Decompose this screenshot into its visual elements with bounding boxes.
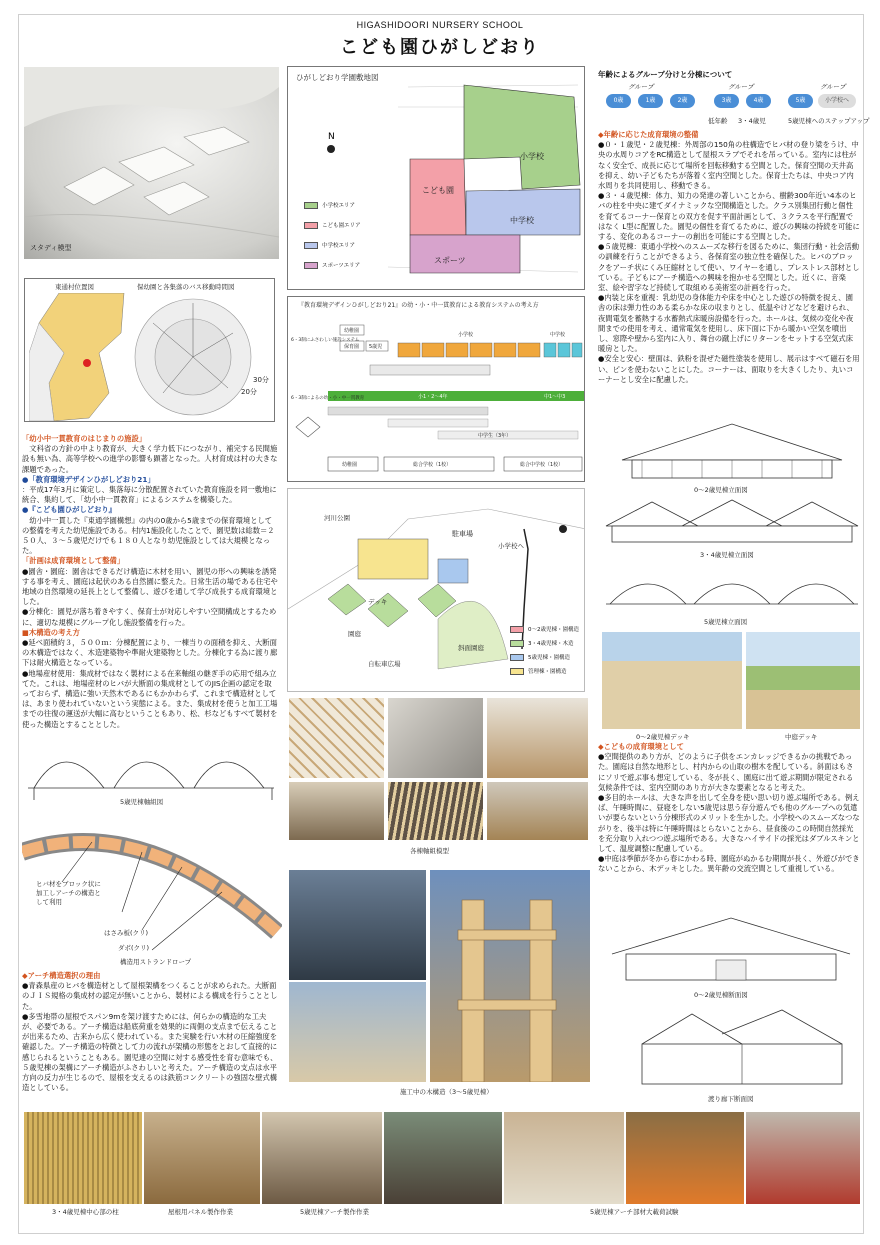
elev012-caption: 0～2歳児棟立面図 xyxy=(694,486,748,494)
construction-photo-3 xyxy=(430,870,590,1082)
right-text-block xyxy=(598,130,860,385)
para-6: ●延べ面積約３，５００ｍ：分棟配置により、一棟当りの面積を抑え、大断面の木構造ではなく、木造建築物や準耐火建築物とした。分棟化する為に渡り廊下は耐火構造となっている。 xyxy=(22,638,278,668)
heading-plan: 「計画は成育環境として整備」 xyxy=(22,556,125,566)
bottom-photo-1 xyxy=(24,1112,142,1204)
heading-child-env: ◆こどもの成育環境として xyxy=(598,742,684,751)
bottom-photo-4 xyxy=(384,1112,502,1204)
courtyard-photo xyxy=(746,632,860,729)
bottom-caption-2: 屋根用パネル製作作業 xyxy=(168,1208,233,1216)
plan-garden-label: 園庭 xyxy=(348,630,361,638)
system-diagram-title: 『教育環境デザインひがしどおり21』の幼・小・中一貫教育による教育システムの考え方 xyxy=(298,302,539,309)
system-band3: 中学生（3年） xyxy=(478,433,512,439)
arch-section-drawing xyxy=(24,726,279,806)
group-step-label: 5歳児棟へのステップアップ xyxy=(788,117,870,125)
plan-legend-1: 0～2歳児棟・園構造 xyxy=(510,625,579,633)
site-sports-label: スポーツ xyxy=(434,256,466,265)
system-mid-label: 中学校 xyxy=(550,332,566,338)
right-para-8: ●中庭は季節が冬から春にかわる時、園庭がぬかるむ期間が長く、外遊びができないことから、木デッキとした。異年齢の交流空間として重視している。 xyxy=(598,854,860,874)
age-node-1: 1歳 xyxy=(638,94,663,108)
para-5: ●分棟化：園児が落ち着きやすく、保育士が対応しやすい空間構成とするために、適切な規模にグループ化し施設整備を行った。 xyxy=(22,607,277,627)
system-kg-label: 幼稚園 xyxy=(344,328,360,334)
study-model-caption: スタディ模型 xyxy=(30,244,72,252)
plan-deck-label: デッキ xyxy=(368,598,388,606)
system-5yr-label: 5歳児 xyxy=(369,344,383,350)
right-para-6: ●空間提供のあり方が、どのように子供をエンカレッジできるかの挑戦であった。園庭は自然な地形とし、村内からの山取の樹木を配している。斜面はもさにソリで遊ぶ事も想定している、冬が長く、園庭に出て遊ぶ期間が限定される気候条件では、室内空間のあり方が大きな要素となると考えた。 xyxy=(598,752,854,792)
system-row1-label: 6・3制にふさわしい施設システム xyxy=(291,338,360,343)
courtyard-caption: 中庭デッキ xyxy=(785,733,818,741)
model-photo-1 xyxy=(289,698,384,778)
model-photo-4 xyxy=(289,782,384,840)
age-node-4: 4歳 xyxy=(746,94,771,108)
detail-label-1: ヒバ材をブロック状に加工しアーチの構造として利用 xyxy=(36,880,101,906)
age-node-2: 2歳 xyxy=(670,94,695,108)
heading-age-env: ◆年齢に応じた成育環境の整備 xyxy=(598,130,699,139)
arch-reason-text xyxy=(22,971,278,1093)
group-34-label: 3・4歳児 xyxy=(738,117,766,125)
bottom-photo-3 xyxy=(262,1112,382,1204)
heading-start: 「幼小中一貫教育のはじまりの施設」 xyxy=(22,434,147,443)
construction-photo-1 xyxy=(289,870,426,980)
site-legend-4: スポーツエリア xyxy=(304,261,360,269)
sec012-caption: 0～2歳児棟断面図 xyxy=(694,991,748,999)
location-panel xyxy=(24,278,275,422)
model-photo-3 xyxy=(487,698,588,778)
heading-arch: ◆アーチ構造選択の理由 xyxy=(22,971,101,980)
bus-20min-label: 20分 xyxy=(241,388,257,396)
ground-plan-panel xyxy=(287,488,585,692)
para-8: ●青森県産のヒバを構造材として屋根架構をつくることが求められた。大断面のＪＩＳ規格の集成材の認定が無いことから、製材による構成を行うこととした。 xyxy=(22,981,278,1011)
deck-photo xyxy=(602,632,742,729)
site-legend-1: 小学校エリア xyxy=(304,201,355,209)
system-nursery-label: 保育園 xyxy=(344,344,360,350)
village-map-title: 東通村位置図 xyxy=(55,283,94,291)
age-node-school: 小学校へ xyxy=(818,94,856,108)
bottom-caption-3: 5歳児棟アーチ製作作業 xyxy=(300,1208,369,1216)
system-elem-label: 小学校 xyxy=(458,332,474,338)
plan-road-label: 自転車広場 xyxy=(368,660,401,668)
construction-photo-2 xyxy=(289,982,426,1082)
elevation-5 xyxy=(602,564,862,614)
age-node-0: 0歳 xyxy=(606,94,631,108)
system-foot1: 幼稚園 xyxy=(342,462,358,468)
elevation-34 xyxy=(602,496,862,546)
group-diagram-title: 年齢によるグループ分けと分棟について xyxy=(598,70,733,79)
svg-text:N: N xyxy=(328,132,335,142)
plan-parking-label: 駐車場 xyxy=(452,530,473,538)
models-caption: 各棟軸組模型 xyxy=(410,847,449,855)
bus-map-title: 保幼園と各集落のバス移動時間図 xyxy=(137,283,235,291)
bold-2: ●『こども園ひがしどおり』 xyxy=(22,505,116,515)
elev34-caption: 3・4歳児棟立面図 xyxy=(700,551,754,559)
plan-to-school-label: 小学校へ xyxy=(498,542,524,550)
para-3: 幼小中一貫した『東通学園構想』の内の0歳から5歳までの保育環境としての整備を考えた幼児施設である。村内1施設化したことで、園児数は総数＝２５０人、３～５歳児だけでも１８０人となり幼児施設としては大規模となった。 xyxy=(22,515,275,556)
plan-park-label: 河川公園 xyxy=(324,514,350,522)
para-7: ●地場産材使用：集成材ではなく製材による在来軸組の継ぎ手の応用で組み立てた。これは、地場産材のヒバが大断面の集成材としてのJIS企画の認定を取っておらず、構造に強い天然木であるにもかかわらず、これまで構造材としては、あまり使われていないという実態による。また、集成材を使うと加工工場までの往復の運送が大幅に高むということもあり、松、杉などもすべて製材を使った構造とすることとした。 xyxy=(22,668,278,729)
para-4: ●園舎・園庭：園舎はできるだけ構造に木材を用い、園児の形への興味を誘発する事を考え、園庭は起伏のある自然園に整えた。日常生活の場である住宅や地域の自然環境の延長上として整備し、遊びを通して学び成長する成育環境とした。 xyxy=(22,566,278,607)
system-foot3: 総合中学校（1校） xyxy=(520,462,564,468)
group-diagram xyxy=(598,82,870,128)
model-photo-5 xyxy=(388,782,483,840)
group-under-label: 低年齢 xyxy=(708,117,728,125)
bottom-photo-6 xyxy=(626,1112,744,1204)
site-legend-3: 中学校エリア xyxy=(304,241,355,249)
model-photo-2 xyxy=(388,698,483,778)
left-text-block xyxy=(22,434,278,730)
right-para-2: ●３・４歳児棟：体力、知力の発達の著しいことから、樹齢300年近い4本のヒバの柱を中央に建てダイナミックな空間構造とした。クラス別集団行動と個性を育てるコーナー保育との双方を促す平面計画として、３クラスを平行配置ではなく L型に配置した。園児の個性を育てるために、遊びの興味の持続を可能にする、変化のあるコーナーの創出を可能にする空間とした。 xyxy=(598,191,860,242)
right-para-7: ●多目的ホールは、大きな声を出して全身を使い思い切り遊ぶ場所である。例えば、午睡時間に、昼寝をしない5歳児は思う存分遊んでも他のグループへの気遣いが要らないという分棟形式のメリットを生かした。小学校へのスムーズなつながりを、後半は特に午睡時間はとらないことから、昼食後のこの時間自然採光を充分取り入れつつ遊ぶ場所である。大きなハイサイドの採光はダブルスキンとして、温度調整に配慮している。 xyxy=(598,793,860,854)
right-para-3: ●５歳児棟：東通小学校へのスムーズな移行を図るために、集団行動・社会活動の訓練を行うことができるよう、各保育室の独立性を確保した。ヒバのブロックをアーチ状にくみ圧縮材として使い、ワイヤーを通し、プレストレス部材としている。子どもにアーチ構造への興味を抱かせる空間とした。近くに、音楽室、絵や習字など持続して取組める美術室の計画を行った。 xyxy=(598,242,860,293)
plan-legend-2: 3・4歳児棟・木造 xyxy=(510,639,574,647)
elevation-012 xyxy=(602,420,862,480)
system-foot2: 総合学校（1校） xyxy=(413,462,452,468)
bus-map xyxy=(133,293,273,421)
site-school-label: 小学校 xyxy=(520,152,544,161)
bottom-photo-5 xyxy=(504,1112,624,1204)
corridor-section xyxy=(612,1004,852,1088)
detail-label-3: ダボ(クリ) xyxy=(118,944,150,952)
plan-forest-label: 斜面園庭 xyxy=(458,644,484,652)
plan-legend-3: 5歳児棟・園構造 xyxy=(510,653,570,661)
right-text-block-2 xyxy=(598,742,860,875)
site-legend-2: こども園エリア xyxy=(304,221,361,229)
system-row2-label: 6・3制によるの幼・小・中一貫教育 xyxy=(291,396,365,401)
site-map-title: ひがしどおり学園敷地図 xyxy=(296,73,379,82)
study-model-photo xyxy=(24,67,279,259)
para-2: ：平成17年3月に策定し、集落毎に分散配置されていた教育施設を同一敷地に統合、集約して、「幼小中一貫教育」によるシステムを構築した。 xyxy=(22,485,277,505)
construction-caption: 施工中の木構造（3～5歳児棟） xyxy=(400,1088,493,1096)
system-band2: 中1～中3 xyxy=(544,394,566,400)
arch-section-caption: 5歳児棟軸組図 xyxy=(120,798,164,806)
bottom-caption-1: 3・4歳児棟中心部の柱 xyxy=(52,1208,119,1216)
right-para-5: ●安全と安心：壁面は、鉄粉を混ぜた磁性塗装を使用し、展示はすべて磁石を用い、ピンを使わないことにした。コーナーは、面取りを大きくしたり、丸いコーナーとし安全に配慮した。 xyxy=(598,354,860,384)
bus-30min-label: 30分 xyxy=(253,376,269,384)
detail-label-2: はさみ板(クリ) xyxy=(104,929,149,937)
site-kodomo-label: こども園 xyxy=(422,186,454,195)
plan-legend-4: 管理棟・園構造 xyxy=(510,667,567,675)
system-band1: 小1・2～4年 xyxy=(418,394,448,400)
village-map xyxy=(29,293,129,421)
site-middle-label: 中学校 xyxy=(510,216,534,225)
detail-label-4: 構造用ストランドロープ xyxy=(120,958,192,966)
right-para-4: ●内装と床を重視：乳幼児の身体能力や床を中心とした遊びの特徴を捉え、園舎の床は弾力性のある柔らかな床の収まりとし、低温やけどなどを避けられ、夜間電気を蓄熱する水蓄熱式床暖房設備を行った。ホールは、気候の変化や夜間までの使用を考え、通常電気を使用し、床下面に下から暖かい空気を噴出し、窓際や壁から室内に入り、舞台の蹴上げにリターンをセットする空気式床暖房とした。 xyxy=(598,293,854,354)
section-012 xyxy=(606,914,856,984)
bottom-caption-4: 5歳児棟アーチ部材大載荷試験 xyxy=(590,1208,679,1216)
group-label-3: グループ xyxy=(820,83,846,91)
page-subtitle: HIGASHIDOORI NURSERY SCHOOL xyxy=(356,20,524,30)
corridor-caption: 渡り廊下断面図 xyxy=(708,1095,754,1103)
para-9: ●多雪地帯の屋根でスパン9mを架け渡すためには、何らかの構造的な工夫が、必要である。アーチ構造は船底荷重を効果的に両側の支点まで伝えることが出来るため、古来から広く使われている。また実験を行い木材の圧縮強度を確認した。アーチ構造の特徴として力の流れが架構の形態をとおして直接的に感じられるということもある。園児達の空間に対する感受性を育む意味でも、５歳児棟の架構にアーチ構造がふさわしいと考えた。アーチ構造の支点は水平方向の反力が生じるので、屋根を支えるのは鉄筋コンクリートの強固な壁式構造としている。 xyxy=(22,1011,278,1093)
model-photo-6 xyxy=(487,782,588,840)
bottom-photo-7 xyxy=(746,1112,860,1204)
group-label-1: グループ xyxy=(628,83,654,91)
para-1: 文科省の方針の中より教育が、大きく学力低下につながり、補完する民間施設も無い為、高等学校への進学の影響も顕著となった。人材育成は村の大きな課題であった。 xyxy=(22,444,278,474)
age-node-3: 3歳 xyxy=(714,94,739,108)
right-para-1: ●０・１歳児・２歳児棟：外周部の150角の柱構造でヒバ材の登り梁をうけ、中央の水周りコアをRC構造として屋根スラブでそれを吊っている。室内には柱がなく安全で、成長に応じて場所を回転移動する空間とした。保育空間の天井高を抑え、幼い子どもたちが落着く室内空間とした。保育士たちは、中央コア内水周りを共同使用し、移動できる。 xyxy=(598,140,859,191)
elev5-caption: 5歳児棟立面図 xyxy=(704,618,748,626)
page-title: こども園ひがしどおり xyxy=(340,37,540,58)
bottom-photo-2 xyxy=(144,1112,260,1204)
deck-caption: 0～2歳児棟デッキ xyxy=(636,733,690,741)
heading-wood: ■木構造の考え方 xyxy=(22,627,80,637)
bold-1: ●「教育環境デザインひがしどおり21」 xyxy=(22,474,155,484)
age-node-5: 5歳 xyxy=(788,94,813,108)
system-diagram-panel xyxy=(287,296,585,482)
group-label-2: グループ xyxy=(728,83,754,91)
site-map-panel xyxy=(287,66,585,290)
